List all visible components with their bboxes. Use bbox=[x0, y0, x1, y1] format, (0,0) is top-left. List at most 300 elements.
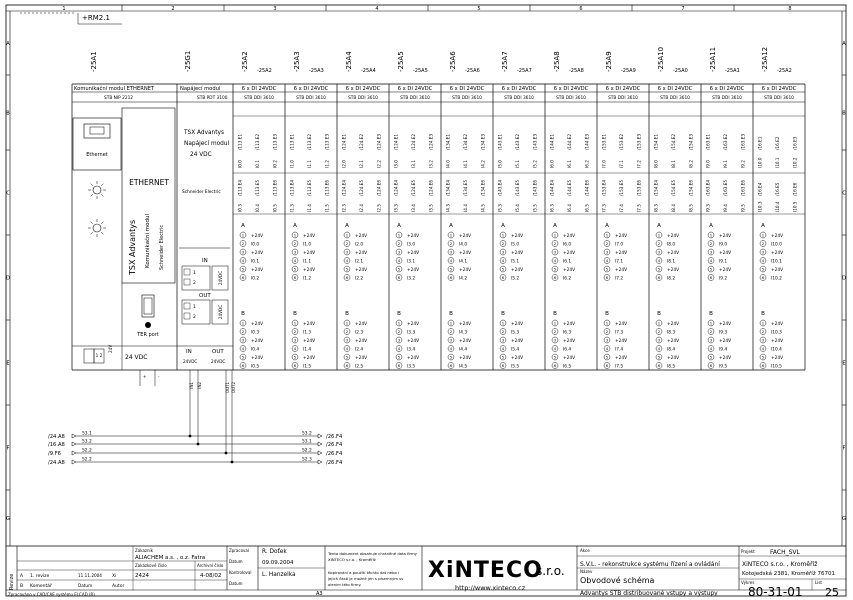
di-pin-number: 1 bbox=[345, 232, 349, 238]
di-cross-reference: /153.E4 bbox=[601, 179, 607, 196]
di-input-address: I6.2 bbox=[584, 160, 590, 168]
di-input-address: I1.4 bbox=[307, 204, 312, 212]
di-pin-number: 2 bbox=[397, 329, 401, 335]
di-pin-signal: +24V bbox=[407, 321, 420, 327]
led-ray bbox=[101, 184, 103, 186]
module-part-number: STB DDI 3610 bbox=[244, 96, 274, 101]
di-pin-signal: I6.0 bbox=[563, 242, 572, 248]
psu-out-pin-number: 2 bbox=[193, 315, 196, 320]
module-part-number: STB NIP 2212 bbox=[104, 96, 134, 101]
module-part-number: STB DDI 3610 bbox=[296, 96, 326, 101]
psu-text-line: TSX Advantys bbox=[184, 130, 224, 136]
supply-terminal bbox=[84, 349, 94, 363]
di-pin-number: 6 bbox=[553, 275, 557, 281]
di-block-a-label: A bbox=[605, 223, 609, 229]
di-pin-signal: +24V bbox=[771, 233, 784, 239]
di-cross-reference: /134.E4 bbox=[445, 179, 451, 196]
module-tag: -25G1 bbox=[184, 50, 192, 72]
di-input-address: I1.0 bbox=[289, 160, 295, 168]
di-pin-number: 3 bbox=[241, 337, 245, 343]
di-pin-signal: I3.2 bbox=[407, 276, 416, 282]
di-pin-signal: I9.2 bbox=[719, 276, 728, 282]
di-pin-signal: +24V bbox=[563, 338, 576, 344]
di-pin-number: 5 bbox=[397, 266, 401, 272]
di-pin-signal: +24V bbox=[251, 355, 264, 361]
di-block-a-label: A bbox=[553, 223, 557, 229]
di-cross-reference: /113.E2 bbox=[255, 133, 260, 150]
module-title: 6 x DI 24VDC bbox=[761, 86, 797, 92]
di-pin-signal: +24V bbox=[563, 250, 576, 256]
di-pin-number: 1 bbox=[501, 232, 505, 238]
di-cross-reference: /113.E3 bbox=[324, 133, 330, 150]
di-pin-number: 5 bbox=[241, 266, 245, 272]
di-cross-reference: /124.E3 bbox=[428, 133, 434, 150]
rev-id: B bbox=[20, 584, 24, 589]
di-pin-number: 4 bbox=[657, 346, 661, 352]
di-input-address: I3.1 bbox=[411, 160, 416, 168]
di-pin-number: 3 bbox=[345, 337, 349, 343]
di-pin-number: 5 bbox=[345, 266, 349, 272]
cross-ref-right: /26.F4 bbox=[326, 434, 343, 440]
di-pin-number: 6 bbox=[397, 363, 401, 369]
di-input-address: I1.3 bbox=[289, 204, 295, 212]
di-pin-signal: +24V bbox=[771, 267, 784, 273]
di-pin-number: 3 bbox=[605, 249, 609, 255]
di-cross-reference: /124.E1 bbox=[341, 133, 347, 150]
di-pin-signal: I0.4 bbox=[251, 347, 260, 353]
psu-text-line: 24 VDC bbox=[190, 152, 212, 158]
di-cross-reference: /143.E3 bbox=[532, 133, 538, 150]
di-module--25A8 bbox=[545, 116, 597, 369]
di-pin-signal: +24V bbox=[511, 233, 524, 239]
di-pin-number: 6 bbox=[241, 275, 245, 281]
di-pin-signal: +24V bbox=[511, 338, 524, 344]
sheet-number: 25 bbox=[825, 586, 839, 599]
di-cross-reference: /134.E2 bbox=[463, 133, 468, 150]
ter-port-dot bbox=[145, 322, 151, 328]
di-block-a-label: A bbox=[657, 223, 661, 229]
drawn-by: R. Doťek bbox=[262, 549, 287, 555]
di-pin-number: 6 bbox=[709, 363, 713, 369]
arrow-left bbox=[72, 442, 76, 446]
di-cross-reference: /154.E5 bbox=[671, 179, 676, 196]
di-pin-signal: I2.3 bbox=[355, 330, 364, 336]
di-pin-number: 3 bbox=[501, 249, 505, 255]
di-pin-signal: I10.3 bbox=[771, 330, 782, 336]
di-pin-signal: +24V bbox=[667, 355, 680, 361]
di-pin-signal: +24V bbox=[615, 338, 628, 344]
di-pin-number: 2 bbox=[345, 241, 349, 247]
di-pin-number: 2 bbox=[501, 329, 505, 335]
di-pin-number: 3 bbox=[241, 249, 245, 255]
module-part-number: STB DDI 3610 bbox=[660, 96, 690, 101]
di-cross-reference: /113.E6 bbox=[324, 179, 330, 196]
di-pin-signal: +24V bbox=[407, 233, 420, 239]
di-input-address: I2.2 bbox=[376, 160, 382, 168]
psu-in-label: IN bbox=[202, 258, 208, 264]
di-cross-reference: /113.E4 bbox=[289, 179, 295, 196]
column-number: 8 bbox=[788, 6, 792, 12]
di-pin-signal: I2.5 bbox=[355, 364, 364, 370]
module-tag: -25A7 bbox=[501, 51, 509, 72]
di-pin-signal: I8.4 bbox=[667, 347, 676, 353]
di-block-b-label: B bbox=[397, 311, 401, 317]
row-letter-right: D bbox=[842, 275, 846, 282]
di-cross-reference: /124.E3 bbox=[376, 133, 382, 150]
module-title: Komunikační modul ETHERNET bbox=[74, 86, 155, 92]
di-cross-reference: /124.E5 bbox=[411, 179, 416, 196]
di-pin-number: 4 bbox=[657, 258, 661, 264]
module-part-number: STB DDI 3610 bbox=[504, 96, 534, 101]
di-pin-number: 5 bbox=[605, 266, 609, 272]
title-block bbox=[6, 546, 846, 599]
archive-number: 4-08/02 bbox=[200, 573, 222, 579]
supply-wire-label: OUT1 bbox=[225, 382, 230, 394]
di-pin-signal: +24V bbox=[407, 338, 420, 344]
di-pin-signal: I4.4 bbox=[459, 347, 468, 353]
revision-label: Revize bbox=[9, 573, 15, 590]
di-pin-signal: +24V bbox=[511, 355, 524, 361]
di-pin-number: 6 bbox=[345, 363, 349, 369]
cad-note: Zpracováno v CAD/CAE systému ELCAD (R) bbox=[8, 592, 95, 597]
di-cross-reference: /143.E6 bbox=[532, 179, 538, 196]
psu-in-pin-number: 1 bbox=[193, 271, 196, 276]
column-number: 4 bbox=[375, 6, 379, 12]
di-pin-number: 4 bbox=[501, 346, 505, 352]
di-pin-signal: +24V bbox=[303, 250, 316, 256]
di-pin-signal: +24V bbox=[459, 321, 472, 327]
column-number: 7 bbox=[681, 6, 685, 12]
di-block-b-label: B bbox=[605, 311, 609, 317]
date: 09.09.2004 bbox=[262, 560, 294, 566]
arrow-right bbox=[318, 451, 322, 455]
di-pin-signal: +24V bbox=[303, 321, 316, 327]
psu-out-terminal bbox=[182, 300, 210, 324]
di-input-address: I2.0 bbox=[341, 160, 347, 168]
di-input-address: I8.5 bbox=[688, 204, 694, 212]
di-pin-signal: +24V bbox=[719, 267, 732, 273]
di-pin-number: 3 bbox=[397, 249, 401, 255]
di-block-a-label: A bbox=[293, 223, 297, 229]
supply-voltage-mark: 24V bbox=[108, 344, 113, 353]
di-input-address: I5.4 bbox=[515, 204, 520, 212]
column-number: 6 bbox=[579, 6, 583, 12]
di-pin-signal: I4.5 bbox=[459, 364, 468, 370]
di-pin-number: 6 bbox=[605, 363, 609, 369]
notice-line: XINTECO s.r.o. , Kroměříž bbox=[328, 557, 376, 562]
di-pin-number: 1 bbox=[553, 232, 557, 238]
di-cross-reference: /124.E4 bbox=[341, 179, 347, 196]
di-block-b-label: B bbox=[553, 311, 557, 317]
di-pin-signal: I2.4 bbox=[355, 347, 364, 353]
di-pin-signal: I8.1 bbox=[667, 259, 676, 265]
di-input-address: I6.5 bbox=[584, 204, 590, 212]
di-pin-number: 5 bbox=[345, 354, 349, 360]
di-pin-number: 1 bbox=[709, 320, 713, 326]
di-block-b-label: B bbox=[761, 311, 765, 317]
rev-date: 11.11.2004 bbox=[78, 573, 102, 578]
di-cross-reference: /113.E3 bbox=[272, 133, 278, 150]
di-pin-number: 4 bbox=[449, 258, 453, 264]
di-input-address: I3.4 bbox=[411, 204, 416, 212]
di-pin-signal: +24V bbox=[719, 338, 732, 344]
di-cross-reference: /134.E5 bbox=[463, 179, 468, 196]
di-pin-signal: I5.2 bbox=[511, 276, 520, 282]
di-pin-number: 1 bbox=[605, 232, 609, 238]
di-pin-signal: I9.3 bbox=[719, 330, 728, 336]
order-label: Zakázkové číslo bbox=[135, 563, 167, 568]
di-input-address: I8.2 bbox=[688, 160, 694, 168]
di-pin-number: 5 bbox=[293, 354, 297, 360]
di-module--25A3 bbox=[285, 116, 337, 369]
di-input-address: I8.3 bbox=[653, 204, 659, 212]
di-pin-number: 2 bbox=[241, 329, 245, 335]
di-pin-number: 4 bbox=[241, 258, 245, 264]
di-pin-number: 1 bbox=[605, 320, 609, 326]
ethernet-jack bbox=[84, 124, 110, 138]
project-label: Projekt bbox=[741, 549, 755, 554]
rev-text: 1. revize bbox=[30, 574, 50, 579]
di-pin-number: 3 bbox=[293, 249, 297, 255]
di-pin-number: 1 bbox=[657, 232, 661, 238]
di-pin-signal: I0.3 bbox=[251, 330, 260, 336]
cross-ref-left: /24.A8 bbox=[48, 460, 65, 466]
di-input-address: I5.2 bbox=[532, 160, 538, 168]
arrow-left bbox=[72, 460, 76, 464]
di-pin-signal: I9.5 bbox=[719, 364, 728, 370]
column-number: 2 bbox=[171, 6, 175, 12]
di-pin-signal: +24V bbox=[355, 321, 368, 327]
di-input-address: I9.2 bbox=[740, 160, 746, 168]
row-letter-left: G bbox=[6, 516, 10, 522]
di-cross-reference: /113.E2 bbox=[307, 133, 312, 150]
psu-out-screw bbox=[184, 313, 190, 319]
notice-line: olením této firmy. bbox=[328, 582, 362, 587]
di-pin-number: 3 bbox=[397, 337, 401, 343]
di-pin-signal: +24V bbox=[615, 267, 628, 273]
column-number: 1 bbox=[62, 6, 66, 12]
di-pin-signal: I0.2 bbox=[251, 276, 260, 282]
di-pin-signal: I4.0 bbox=[459, 242, 468, 248]
di-pin-signal: +24V bbox=[459, 267, 472, 273]
di-pin-signal: +24V bbox=[615, 250, 628, 256]
di-cross-reference: /143.E1 bbox=[497, 133, 503, 150]
di-input-address: I9.1 bbox=[723, 160, 728, 168]
di-pin-number: 6 bbox=[293, 275, 297, 281]
di-pin-signal: +24V bbox=[719, 355, 732, 361]
di-input-address: I3.0 bbox=[393, 160, 399, 168]
di-cross-reference: /144.E1 bbox=[549, 133, 555, 150]
di-pin-signal: I8.2 bbox=[667, 276, 676, 282]
di-pin-number: 1 bbox=[553, 320, 557, 326]
di-pin-number: 5 bbox=[501, 266, 505, 272]
di-cross-reference: /16.E3 bbox=[792, 136, 798, 150]
di-block-b-label: B bbox=[501, 311, 505, 317]
di-pin-signal: +24V bbox=[303, 355, 316, 361]
di-input-address: I5.5 bbox=[532, 204, 538, 212]
di-input-address: I2.3 bbox=[341, 204, 347, 212]
di-pin-signal: +24V bbox=[511, 250, 524, 256]
di-pin-number: 4 bbox=[501, 258, 505, 264]
spacer: -25A4 bbox=[361, 68, 376, 74]
module-part-number: STB DDI 3610 bbox=[712, 96, 742, 101]
di-cross-reference: /124.E2 bbox=[411, 133, 416, 150]
di-input-address: I0.5 bbox=[272, 204, 278, 212]
di-pin-number: 1 bbox=[241, 320, 245, 326]
ethernet-port-label: Ethernet bbox=[86, 152, 108, 158]
di-pin-signal: I1.2 bbox=[303, 276, 312, 282]
di-pin-number: 6 bbox=[657, 363, 661, 369]
supply-out-voltage: 24VDC bbox=[211, 359, 226, 364]
di-input-address: I1.1 bbox=[307, 160, 312, 168]
di-pin-signal: +24V bbox=[719, 233, 732, 239]
status-led-icon bbox=[88, 181, 106, 199]
module-tag: -25A3 bbox=[293, 51, 301, 72]
di-pin-number: 4 bbox=[397, 258, 401, 264]
di-pin-number: 5 bbox=[761, 354, 765, 360]
row-letter-right: F bbox=[842, 445, 846, 452]
di-cross-reference: /113.E6 bbox=[272, 179, 278, 196]
di-pin-number: 4 bbox=[553, 346, 557, 352]
di-input-address: I10.5 bbox=[792, 201, 798, 212]
column-number: 5 bbox=[477, 6, 481, 12]
di-pin-number: 3 bbox=[449, 337, 453, 343]
supply-in-voltage: 24VDC bbox=[183, 359, 198, 364]
di-module--25A2 bbox=[233, 116, 285, 369]
module-title: 6 x DI 24VDC bbox=[293, 86, 329, 92]
spacer: -25A2 bbox=[257, 68, 272, 74]
di-pin-number: 2 bbox=[345, 329, 349, 335]
di-input-address: I10.0 bbox=[757, 157, 763, 168]
cabinet-tag: +RM2.1 bbox=[82, 14, 110, 22]
module-tag: -25A12 bbox=[761, 46, 769, 72]
di-pin-number: 1 bbox=[345, 320, 349, 326]
psu-maker: Schneider Electric bbox=[182, 190, 221, 195]
company-url: http://www.xinteco.cz bbox=[455, 584, 526, 592]
drawing-subtitle: Advantys STB distribuované vstupy a výstupy bbox=[580, 590, 718, 597]
supply-label: 24 VDC bbox=[125, 354, 148, 361]
di-pin-signal: +24V bbox=[563, 355, 576, 361]
di-input-address: I1.2 bbox=[324, 160, 330, 168]
row-letter-right: C bbox=[842, 190, 846, 197]
di-pin-number: 2 bbox=[605, 241, 609, 247]
outer-border bbox=[6, 5, 846, 596]
di-cross-reference: /124.E6 bbox=[376, 179, 382, 196]
di-input-address: I9.0 bbox=[705, 160, 711, 168]
di-pin-signal: +24V bbox=[355, 355, 368, 361]
di-pin-signal: I10.1 bbox=[771, 259, 782, 265]
di-cross-reference: /153.E3 bbox=[636, 133, 642, 150]
di-input-address: I3.2 bbox=[428, 160, 434, 168]
order-number: 2424 bbox=[135, 573, 149, 579]
spacer: -25A8 bbox=[569, 68, 584, 74]
module-part-number: STB DDI 3610 bbox=[764, 96, 794, 101]
module-title: 6 x DI 24VDC bbox=[657, 86, 693, 92]
ethernet-jack-inner bbox=[90, 127, 104, 134]
di-pin-signal: +24V bbox=[667, 267, 680, 273]
module-tag: -25A1 bbox=[90, 51, 98, 72]
wire-number-right: 52.2 bbox=[302, 448, 312, 454]
di-pin-number: 3 bbox=[345, 249, 349, 255]
di-pin-signal: I8.0 bbox=[667, 242, 676, 248]
di-pin-number: 6 bbox=[397, 275, 401, 281]
module-title: 6 x DI 24VDC bbox=[345, 86, 381, 92]
di-pin-signal: +24V bbox=[667, 321, 680, 327]
di-input-address: I0.0 bbox=[237, 160, 243, 168]
di-pin-number: 5 bbox=[293, 266, 297, 272]
di-pin-signal: +24V bbox=[303, 338, 316, 344]
di-pin-signal: +24V bbox=[563, 267, 576, 273]
di-block-a-label: A bbox=[449, 223, 453, 229]
di-pin-number: 2 bbox=[449, 241, 453, 247]
di-pin-signal: I10.4 bbox=[771, 347, 782, 353]
di-pin-number: 6 bbox=[761, 275, 765, 281]
di-pin-signal: +24V bbox=[667, 250, 680, 256]
module-part-number: STB DDI 3610 bbox=[608, 96, 638, 101]
notice-line: Kopírování a použití těchto dat nebo i bbox=[328, 570, 400, 575]
di-pin-signal: +24V bbox=[667, 338, 680, 344]
wire-polarity: - bbox=[158, 374, 160, 379]
di-input-address: I0.2 bbox=[272, 160, 278, 168]
cross-ref-right: /26.F4 bbox=[326, 460, 343, 466]
wire-number-right: 53.1 bbox=[302, 439, 312, 445]
arrow-right bbox=[318, 434, 322, 438]
di-cross-reference: /113.E5 bbox=[255, 179, 260, 196]
led-ray bbox=[101, 194, 103, 196]
di-pin-signal: I5.3 bbox=[511, 330, 520, 336]
di-pin-number: 2 bbox=[241, 241, 245, 247]
di-input-address: I0.3 bbox=[237, 204, 243, 212]
cross-ref-left: /24.A8 bbox=[48, 434, 65, 440]
di-pin-number: 2 bbox=[397, 241, 401, 247]
module-title: Napájecí modul bbox=[180, 86, 221, 92]
di-pin-signal: +24V bbox=[459, 250, 472, 256]
di-pin-signal: I1.1 bbox=[303, 259, 312, 265]
di-pin-number: 4 bbox=[553, 258, 557, 264]
led-ray bbox=[101, 222, 103, 224]
di-pin-signal: +24V bbox=[407, 267, 420, 273]
di-pin-signal: +24V bbox=[615, 321, 628, 327]
di-pin-signal: +24V bbox=[303, 267, 316, 273]
di-input-address: I0.4 bbox=[255, 204, 260, 212]
di-pin-number: 1 bbox=[397, 320, 401, 326]
status-led-icon bbox=[88, 219, 106, 237]
di-block-b-label: B bbox=[241, 311, 245, 317]
supply-wire-label: IN2 bbox=[197, 382, 202, 389]
di-input-address: I4.4 bbox=[463, 204, 468, 212]
di-block-a-label: A bbox=[345, 223, 349, 229]
di-pin-signal: +24V bbox=[511, 267, 524, 273]
di-pin-number: 2 bbox=[293, 329, 297, 335]
arrow-left bbox=[72, 434, 76, 438]
di-module--25A7 bbox=[493, 116, 545, 369]
di-pin-number: 4 bbox=[761, 258, 765, 264]
module-tag: -25A10 bbox=[657, 46, 665, 72]
di-pin-number: 5 bbox=[241, 354, 245, 360]
row-letter-left: B bbox=[6, 110, 10, 117]
di-pin-number: 3 bbox=[657, 337, 661, 343]
arrow-right bbox=[318, 442, 322, 446]
di-pin-number: 2 bbox=[709, 241, 713, 247]
module-title: 6 x DI 24VDC bbox=[709, 86, 745, 92]
led-circle bbox=[93, 224, 101, 232]
di-pin-signal: I7.0 bbox=[615, 242, 624, 248]
supply-in-label: IN bbox=[186, 349, 192, 355]
wire-number: 53.2 bbox=[82, 439, 92, 445]
di-pin-number: 6 bbox=[501, 363, 505, 369]
di-pin-signal: +24V bbox=[771, 250, 784, 256]
di-input-address: I10.3 bbox=[757, 201, 763, 212]
